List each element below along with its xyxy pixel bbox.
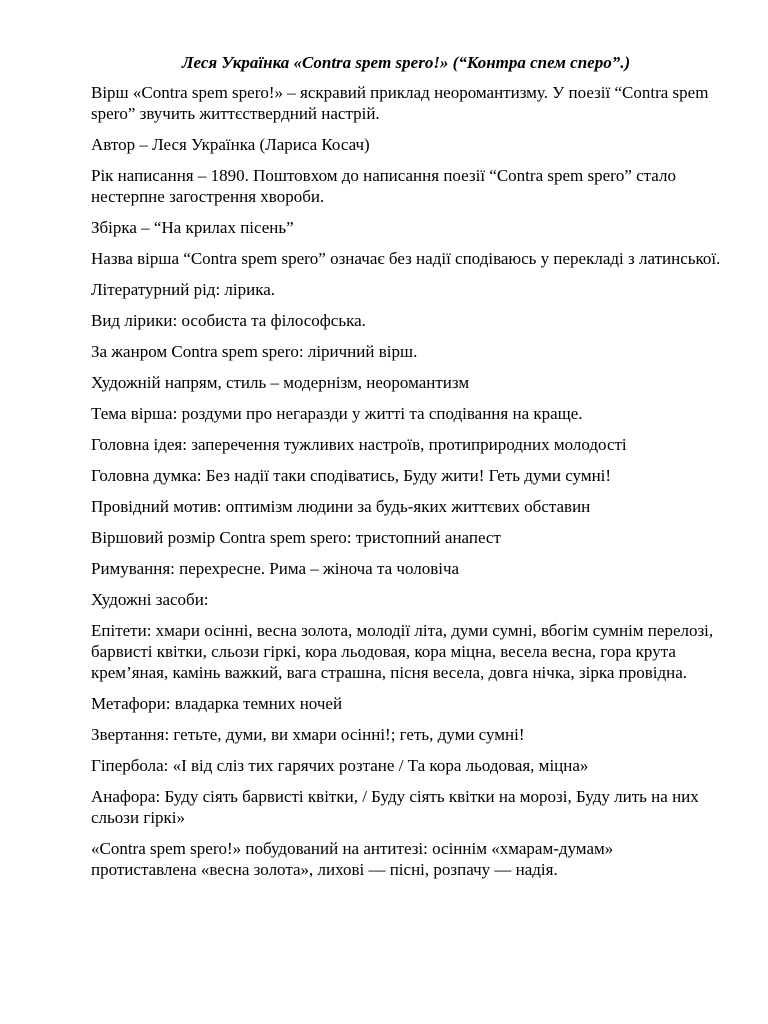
document-title: Леся Українка «Contra spem spero!» (“Контра спем сперо”.) xyxy=(181,53,631,72)
paragraph-epithets: Епітети: хмари осінні, весна золота, молодії літа, думи сумні, вбогім сумнім перелозі, барвисті квітки, сльози гіркі, кора льодовая, кора міцна, весела весна, гора крута крем’яная, камінь важкий, вага страшна, пісня весела, довга нічка, зірка провідна. xyxy=(91,621,714,682)
paragraph-title-meaning: Назва вірша “Contra spem spero” означає без надії сподіваюсь у перекладі з латинської. xyxy=(91,249,721,268)
paragraph-addresses: Звертання: гетьте, думи, ви хмари осінні!; геть, думи сумні! xyxy=(91,725,525,744)
paragraph-motif: Провідний мотив: оптимізм людини за будь-яких життєвих обставин xyxy=(91,497,591,516)
paragraph-anaphora: Анафора: Буду сіять барвисті квітки, / Буду сіять квітки на морозі, Буду лить на них сльози гіркі» xyxy=(91,787,699,827)
paragraph-hyperbole: Гіпербола: «І від сліз тих гарячих розтане / Та кора льодовая, міцна» xyxy=(91,756,589,775)
paragraph-style: Художній напрям, стиль – модернізм, неоромантизм xyxy=(91,373,470,392)
paragraph-main-idea: Головна ідея: заперечення тужливих настроїв, протиприродних молодості xyxy=(91,435,627,454)
paragraph-collection: Збірка – “На крилах пісень” xyxy=(91,218,294,237)
paragraph-antithesis: «Contra spem spero!» побудований на антитезі: осіннім «хмарам-думам» протиставлена «весна золота», лихові — пісні, розпачу — надія. xyxy=(91,839,614,879)
paragraph-genre: За жанром Contra spem spero: ліричний вірш. xyxy=(91,342,418,361)
paragraph-meter: Віршовий розмір Contra spem spero: тристопний анапест xyxy=(91,528,501,547)
paragraph-theme: Тема вірша: роздуми про негаразди у житті та сподівання на краще. xyxy=(91,404,583,423)
paragraph-author: Автор – Леся Українка (Лариса Косач) xyxy=(91,135,370,154)
paragraph-rhyme: Римування: перехресне. Рима – жіноча та чоловіча xyxy=(91,559,460,578)
paragraph-lyric-type: Вид лірики: особиста та філософська. xyxy=(91,311,366,330)
document-page xyxy=(91,52,721,890)
paragraph-intro: Вірш «Contra spem spero!» – яскравий приклад неоромантизму. У поезії “Contra spem spero” звучить життєствердний настрій. xyxy=(91,83,709,123)
paragraph-year: Рік написання – 1890. Поштовхом до написання поезії “Contra spem spero” стало нестерпне загострення хвороби. xyxy=(91,166,676,206)
paragraph-main-thought: Головна думка: Без надії таки сподіватись, Буду жити! Геть думи сумні! xyxy=(91,466,612,485)
paragraph-metaphors: Метафори: владарка темних ночей xyxy=(91,694,343,713)
paragraph-devices-heading: Художні засоби: xyxy=(91,590,209,609)
paragraph-literary-kind: Літературний рід: лірика. xyxy=(91,280,276,299)
